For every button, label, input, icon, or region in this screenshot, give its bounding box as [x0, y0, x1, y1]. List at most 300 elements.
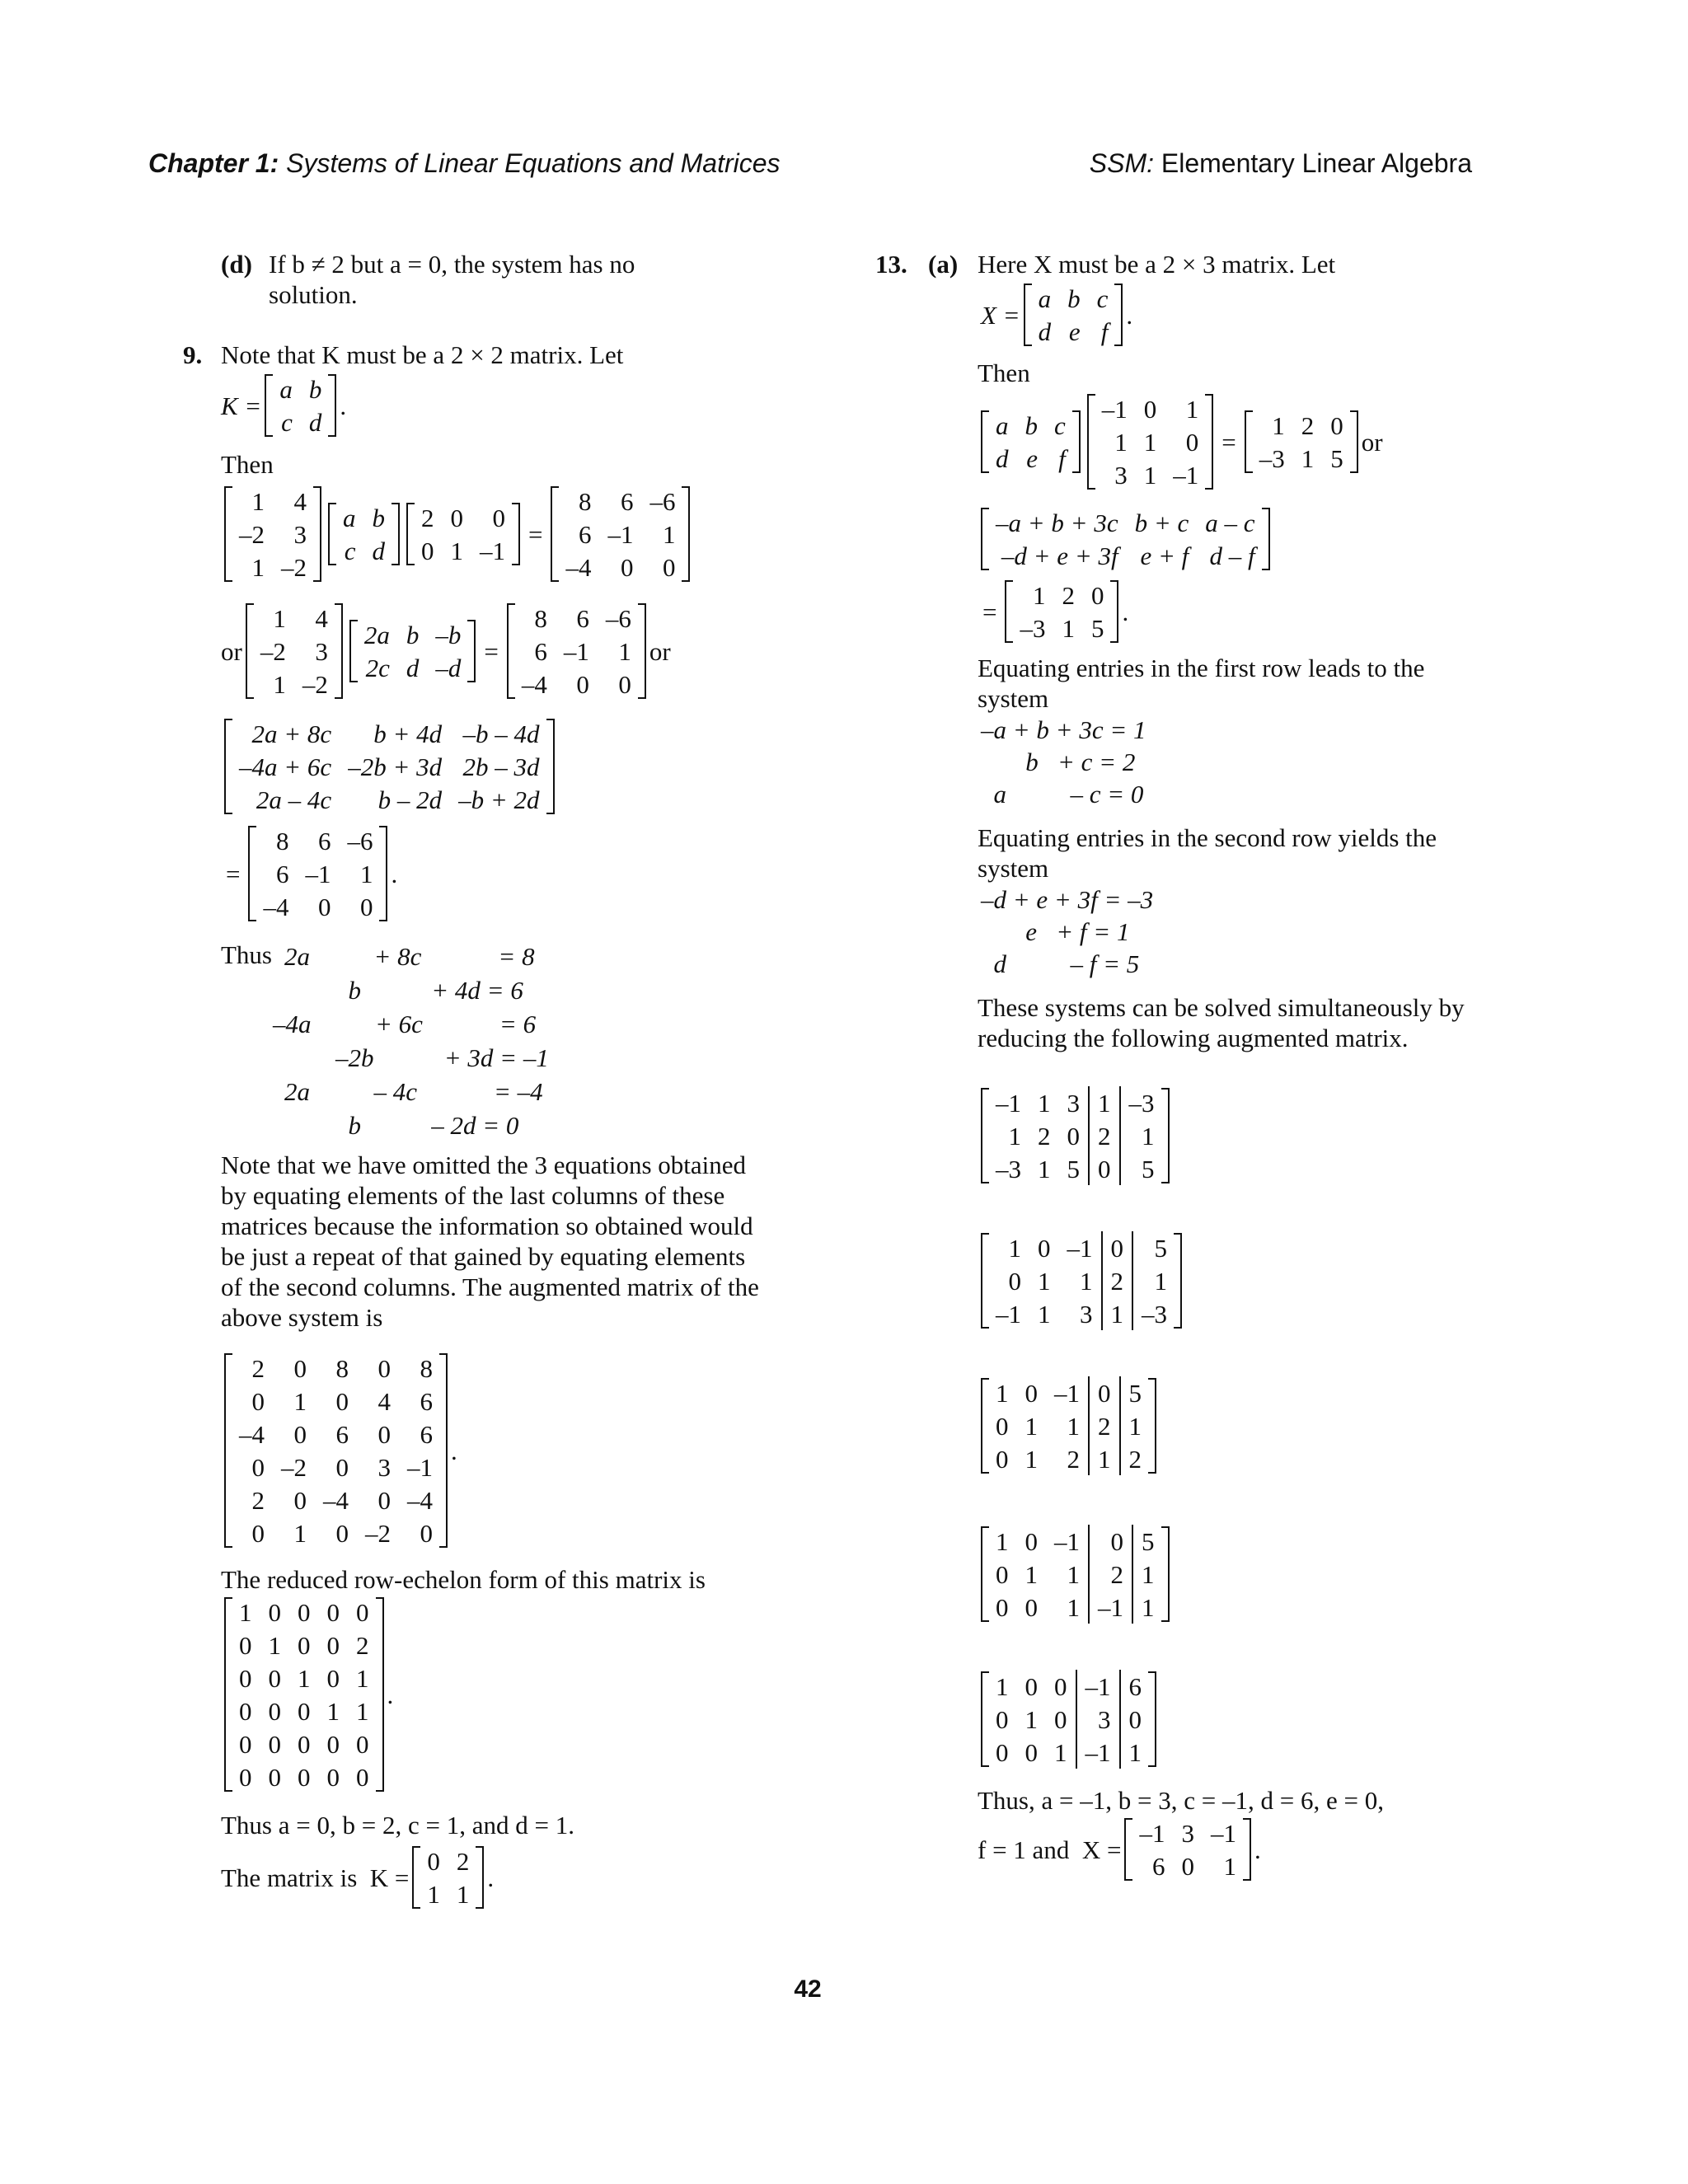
matrix-cell: 5 [1067, 1154, 1080, 1183]
matrix-cell: 6 [534, 636, 547, 666]
matrix-rhs-1 [551, 485, 690, 583]
augmented-matrix-9: 2 0 8 0 8 0 1 0 4 6 –4 0 6 0 6 0 –2 0 3 –1 2 0 –4 0 –4 0 1 0 –2 0 . [221, 1352, 457, 1549]
matrix-cell: d [406, 653, 420, 682]
augmented-cell: 0 [1102, 1231, 1133, 1264]
matrix-cell: b [372, 503, 385, 532]
matrix-cell: –b [435, 620, 462, 649]
matrix-cell: 6 [1151, 1851, 1165, 1881]
matrix-cell: 1 [293, 1386, 307, 1416]
matrix-cell: e [1026, 443, 1038, 473]
matrix-cell: a [343, 503, 356, 532]
augmented-cell: 0 [1089, 1376, 1120, 1409]
matrix-cell: 0 [251, 1518, 265, 1548]
matrix-cell: 1 [1025, 1559, 1038, 1589]
matrix-cell: –4 [407, 1485, 433, 1515]
matrix-cell: 0 [618, 669, 631, 699]
matrix-cell: 0 [450, 503, 463, 532]
matrix-cell: 1 [1038, 1299, 1051, 1329]
matrix-cell: 1 [273, 603, 286, 633]
matrix-cell: 2c [365, 653, 390, 682]
matrix-cell: –6 [605, 603, 631, 633]
matrix-cell: 1 [356, 1663, 369, 1693]
augmented-cell: 3 [1076, 1703, 1120, 1736]
augmented-cell: 1 [1120, 1119, 1163, 1152]
matrix-cell: 4 [315, 603, 328, 633]
problem-13-number: 13. [875, 250, 907, 279]
matrix-cell: 0 [239, 1663, 252, 1693]
matrix-cell: 0 [1025, 1671, 1038, 1701]
matrix-cell: 1 [1067, 1559, 1080, 1589]
matrix-cell: 1 [1223, 1851, 1236, 1881]
matrix-cell: 2 [356, 1630, 369, 1660]
part-a-label: (a) [928, 250, 959, 279]
final-X: f = 1 and X = –1 3 –1 6 0 1 . [978, 1816, 1261, 1882]
matrix-cell: 0 [1025, 1378, 1038, 1408]
matrix-cell: –1 [563, 636, 589, 666]
matrix-cell: 8 [335, 1353, 349, 1383]
matrix-cell: 5 [1330, 443, 1343, 473]
matrix-cell: 0 [1025, 1737, 1038, 1767]
thus-values-right: Thus, a = –1, b = 3, c = –1, d = 6, e = 0, [978, 1786, 1384, 1815]
matrix-cell: –1 [1139, 1818, 1165, 1848]
matrix-cell: 1 [239, 1597, 252, 1627]
matrix-cell: 1 [268, 1630, 281, 1660]
matrix-cell: 0 [268, 1696, 281, 1726]
matrix-cell: 0 [359, 892, 373, 921]
augmented-cell: 1 [1132, 1558, 1163, 1591]
matrix-cell: 0 [996, 1737, 1009, 1767]
matrix-cell: e + f [1140, 541, 1189, 570]
matrix-cell: 5 [1090, 613, 1104, 643]
matrix-cell: –2 [281, 1452, 307, 1482]
matrix-cell: 0 [298, 1762, 311, 1792]
matrix-cell: d [372, 536, 385, 565]
matrix-cell: 0 [335, 1386, 349, 1416]
matrix-cell: –d [435, 653, 462, 682]
matrix-cell: 1 [1080, 1266, 1093, 1296]
matrix-cell: 1 [996, 1378, 1009, 1408]
matrix-cell: 1 [1067, 1592, 1080, 1622]
augmented-cell: 0 [1120, 1703, 1151, 1736]
matrix-cell: b [1025, 410, 1038, 440]
part-d-label: (d) [221, 250, 252, 279]
augmented-cell: 2 [1120, 1442, 1151, 1475]
matrix-cell: –b – 4d [462, 719, 540, 748]
matrix-cell: 0 [298, 1696, 311, 1726]
matrix-cell: 0 [377, 1353, 391, 1383]
matrix-cell: 1 [356, 1696, 369, 1726]
product-equals-B: = 1 2 0 –3 1 5 . [978, 579, 1128, 644]
K-eq: K = [221, 391, 262, 420]
matrix-cell: 1 [618, 636, 631, 666]
matrix-cell: 1 [996, 1671, 1009, 1701]
matrix-cell: 2 [1067, 1444, 1080, 1474]
matrix-cell: 1 [1143, 460, 1157, 490]
matrix-cell: –1 [480, 536, 505, 565]
matrix-cell: 0 [356, 1762, 369, 1792]
augmented-cell: 2 [1089, 1409, 1120, 1442]
matrix-cell: 0 [239, 1762, 252, 1792]
matrix-cell: c [1096, 284, 1109, 313]
matrix-cell: c [344, 536, 356, 565]
augmented-cell: 5 [1120, 1376, 1151, 1409]
matrix-cell: b – 2d [377, 785, 443, 814]
matrix-cell: 1 [1038, 1154, 1051, 1183]
matrix-cell: –1 [1210, 1818, 1236, 1848]
matrix-cell: 1 [996, 1526, 1009, 1556]
thus-label: Thus [221, 940, 272, 969]
matrix-cell: 0 [1025, 1526, 1038, 1556]
matrix-is-label: The matrix is K = [221, 1863, 410, 1892]
augmented-cell: 2 [1089, 1558, 1132, 1591]
matrix-cell: 2a – 4c [256, 785, 332, 814]
matrix-cell: 0 [421, 536, 434, 565]
matrix-cell: 0 [996, 1559, 1009, 1589]
matrix-cell: 0 [298, 1630, 311, 1660]
matrix-cell: –3 [1020, 613, 1046, 643]
matrix-cell: 6 [578, 519, 592, 549]
matrix-cell: 0 [293, 1353, 307, 1383]
matrix-cell: –2 [302, 669, 328, 699]
first-row-text: Equating entries in the first row leads to the system [978, 654, 1425, 713]
augmented-cell: 1 [1089, 1086, 1120, 1119]
matrix-m4 [349, 618, 476, 684]
matrix-cell: 0 [326, 1597, 340, 1627]
matrix-cell: 1 [1038, 1088, 1051, 1118]
augmented-cell: –1 [1076, 1670, 1120, 1703]
matrix-cell: –d + e + 3f [1001, 541, 1118, 570]
matrix-cell: 6 [576, 603, 589, 633]
book-title: Elementary Linear Algebra [1160, 148, 1472, 178]
matrix-cell: 1 [427, 1879, 440, 1909]
matrix-cell: 1 [251, 486, 265, 516]
linear-system-9: 2a + 8c = 8 b + 4d = 6 –4a + 6c = 6 –2b + 3d = –1 2a – 4c = –4 b – 2d = 0 [273, 942, 549, 1140]
matrix-cell: 8 [275, 826, 289, 855]
matrix-cell: 1 [1038, 1266, 1051, 1296]
matrix-cell: –1 [407, 1452, 433, 1482]
augmented-step-5 [978, 1670, 1160, 1769]
matrix-cell: b [308, 374, 322, 404]
matrix-cell: 0 [317, 892, 331, 921]
matrix-cell: 2 [251, 1353, 265, 1383]
matrix-cell: b [406, 620, 420, 649]
matrix-cell: 1 [359, 859, 373, 888]
matrix-cell: 0 [326, 1663, 340, 1693]
matrix-cell: 1 [1008, 1233, 1021, 1263]
part-d-text: If b ≠ 2 but a = 0, the system has no solution. [269, 250, 635, 309]
or-label-2: or [649, 636, 671, 666]
matrix-cell: 1 [326, 1696, 340, 1726]
matrix-cell: 1 [1025, 1704, 1038, 1734]
augmented-cell: 6 [1120, 1670, 1151, 1703]
matrix-cell: 0 [1090, 580, 1104, 610]
augmented-cell: 1 [1132, 1591, 1163, 1624]
matrix-cell: 0 [239, 1630, 252, 1660]
matrix-rhs-2 [507, 602, 646, 701]
matrix-cell: 0 [268, 1762, 281, 1792]
matrix-cell: –2 [365, 1518, 391, 1548]
matrix-cell: 0 [293, 1485, 307, 1515]
matrix-cell: 0 [1038, 1233, 1051, 1263]
matrix-cell: –1 [996, 1088, 1021, 1118]
matrix-cell: 6 [420, 1386, 433, 1416]
matrix-cell: 0 [1054, 1704, 1067, 1734]
matrix-cell: 3 [377, 1452, 391, 1482]
matrix-cell: f [1100, 316, 1109, 346]
or-label: or [221, 636, 242, 666]
matrix-cell: 0 [377, 1419, 391, 1449]
augmented-cell: 5 [1132, 1231, 1175, 1264]
matrix-cell: 0 [356, 1597, 369, 1627]
matrix-cell: 0 [377, 1485, 391, 1515]
K-final-matrix [412, 1844, 484, 1910]
augmented-step-1 [978, 1086, 1173, 1185]
problem-9-number: 9. [183, 340, 203, 369]
rref-matrix: 1 0 0 0 0 0 1 0 0 2 0 0 1 0 1 0 0 0 1 1 0 0 0 0 0 0 0 0 0 0 . [221, 1596, 393, 1793]
matrix-cell: 0 [1008, 1266, 1021, 1296]
augmented-cell: 2 [1102, 1264, 1133, 1297]
matrix-cell: 0 [620, 552, 634, 582]
note-paragraph: Note that we have omitted the 3 equations obtained by equating elements of the last columns of these matrices because the information so obtained would be just a repeat of that gained by equating elements of the second columns. The augmented matrix of the above system is [221, 1151, 759, 1332]
matrix-cell: 0 [268, 1729, 281, 1759]
matrix-cell: –4 [239, 1419, 265, 1449]
matrix-cell: 0 [996, 1444, 1009, 1474]
matrix-cell: –1 [1067, 1233, 1093, 1263]
matrix-cell: –4 [263, 892, 289, 921]
matrix-cell: 0 [298, 1597, 311, 1627]
matrix-cell: 1 [1062, 613, 1075, 643]
matrix-cell: 1 [1025, 1444, 1038, 1474]
matrix-cell: 1 [1143, 427, 1157, 457]
matrix-cell: 0 [268, 1663, 281, 1693]
matrix-cell: –2 [260, 636, 286, 666]
matrix-cell: –6 [649, 486, 676, 516]
matrix-cell: 4 [293, 486, 307, 516]
augmented-cell: 5 [1120, 1152, 1163, 1185]
augmented-cell: –3 [1132, 1297, 1175, 1330]
then-label: Then [221, 450, 274, 479]
matrix-cell: 3 [1080, 1299, 1093, 1329]
matrix-cell: 2 [1038, 1121, 1051, 1151]
matrix-cell: b [1067, 284, 1081, 313]
book-label: SSM: [1089, 148, 1154, 178]
matrix-cell: 2 [456, 1846, 470, 1876]
matrix-cell: 0 [996, 1592, 1009, 1622]
matrix-cell: 3 [1114, 460, 1128, 490]
matrix-cell: b + 4d [373, 719, 443, 748]
matrix-cell: –3 [1259, 443, 1285, 473]
augmented-step-3 [978, 1376, 1160, 1475]
matrix-cell: 1 [298, 1663, 311, 1693]
matrix-cell: d [1038, 316, 1052, 346]
matrix-cell: 1 [456, 1879, 470, 1909]
matrix-cell: –1 [1101, 394, 1128, 424]
K-matrix [265, 373, 336, 438]
matrix-cell: –1 [996, 1299, 1021, 1329]
then-label-right: Then [978, 359, 1030, 387]
matrix-cell: 8 [578, 486, 592, 516]
matrix-cell: 0 [326, 1729, 340, 1759]
matrix-cell: 1 [1067, 1411, 1080, 1441]
matrix-cell: 2b – 3d [462, 752, 540, 781]
matrix-cell: 1 [1114, 427, 1128, 457]
matrix-cell: 0 [251, 1452, 265, 1482]
matrix-cell: 1 [1301, 443, 1315, 473]
augmented-cell: 0 [1089, 1525, 1132, 1558]
matrix-cell: 8 [534, 603, 547, 633]
matrix-cell: –1 [1054, 1526, 1080, 1556]
matrix-cell: 0 [335, 1452, 349, 1482]
matrix-cell: c [1054, 410, 1066, 440]
solve-text: These systems can be solved simultaneously by reducing the following augmented matrix. [978, 993, 1465, 1052]
matrix-cell: –2 [281, 552, 307, 582]
matrix-cell: –3 [996, 1154, 1021, 1183]
augmented-cell: 1 [1120, 1736, 1151, 1769]
matrix-cell: 0 [326, 1630, 340, 1660]
product-equals-rhs: = 8 6 –6 6 –1 1 –4 0 0 . [221, 824, 397, 923]
matrix-cell: 0 [996, 1411, 1009, 1441]
matrix-cell: 2a + 8c [251, 719, 332, 748]
matrix-cell: 3 [293, 519, 307, 549]
matrix-cell: a – c [1205, 508, 1255, 537]
matrix-cell: 6 [620, 486, 634, 516]
matrix-cell: –1 [1173, 460, 1199, 490]
matrix-cell: 6 [275, 859, 289, 888]
matrix-cell: 0 [1330, 410, 1343, 440]
matrix-cell: –1 [607, 519, 634, 549]
matrix-cell: 6 [335, 1419, 349, 1449]
matrix-cell: a [1038, 284, 1052, 313]
matrix-cell: 6 [420, 1419, 433, 1449]
matrix-cell: c [281, 407, 293, 437]
matrix-cell: 1 [662, 519, 676, 549]
product-matrix-13 [978, 506, 1273, 572]
product-equation-1: 1 4 –2 3 1 –2 a b c d 2 0 0 0 1 –1 = 8 6 –6 6 –1 1 –4 0 0 [221, 485, 693, 583]
matrix-cell: 2a [363, 620, 390, 649]
matrix-cell: 1 [1185, 394, 1199, 424]
matrix-cell: e [1068, 316, 1081, 346]
matrix-m1b [246, 602, 343, 701]
K-definition: K = a b c d . [221, 373, 346, 438]
matrix-cell: –2b + 3d [348, 752, 443, 781]
matrix-cell: –b + 2d [458, 785, 540, 814]
matrix-cell: 1 [1025, 1411, 1038, 1441]
matrix-cell: –1 [305, 859, 331, 888]
augmented-step-4 [978, 1525, 1173, 1624]
chapter-label: Chapter 1: [148, 148, 279, 178]
matrix-cell: 0 [1143, 394, 1157, 424]
matrix-m1 [224, 485, 321, 583]
matrix-cell: 1 [251, 552, 265, 582]
matrix-cell: 3 [1067, 1088, 1080, 1118]
matrix-cell: 0 [239, 1729, 252, 1759]
matrix-cell: –4a + 6c [239, 752, 332, 781]
augmented-step-2 [978, 1231, 1185, 1330]
matrix-cell: 1 [1008, 1121, 1021, 1151]
matrix-cell: 3 [1181, 1818, 1194, 1848]
rref-intro: The reduced row-echelon form of this matrix is [221, 1565, 706, 1594]
matrix-cell: –1 [1054, 1378, 1080, 1408]
product-equation-2: or 1 4 –2 3 1 –2 2a b –b 2c d –d = 8 6 –6 6 –1 1 –4 0 0 or [221, 602, 671, 701]
matrix-cell: 0 [996, 1704, 1009, 1734]
product-equation-13: a b c d e f –1 0 1 1 1 0 3 1 –1 = 1 2 0 –3 1 5 or [978, 392, 1383, 491]
matrix-cell: 0 [427, 1846, 440, 1876]
running-header-right [1090, 147, 1472, 180]
matrix-cell: 0 [326, 1762, 340, 1792]
matrix-cell: d [996, 443, 1009, 473]
matrix-cell: 2 [251, 1485, 265, 1515]
matrix-cell: –2 [239, 519, 265, 549]
thus-values: Thus a = 0, b = 2, c = 1, and d = 1. [221, 1811, 574, 1840]
matrix-cell: 8 [420, 1353, 433, 1383]
matrix-cell: 2 [1301, 410, 1315, 440]
system-first-row: –a + b + 3c = 1 b + c = 2 a – c = 0 [981, 715, 1146, 808]
matrix-cell: 0 [662, 552, 676, 582]
matrix-cell: 0 [298, 1729, 311, 1759]
matrix-cell: –4 [565, 552, 592, 582]
matrix-cell: b + c [1134, 508, 1189, 537]
augmented-cell: –1 [1076, 1736, 1120, 1769]
system-second-row: –d + e + 3f = –3 e + f = 1 d – f = 5 [981, 885, 1154, 978]
matrix-cell: 1 [450, 536, 463, 565]
matrix-cell: 1 [1054, 1737, 1067, 1767]
matrix-cell: 1 [273, 669, 286, 699]
running-header-left [148, 147, 781, 180]
page-number: 42 [794, 1975, 822, 2003]
matrix-cell: 0 [492, 503, 505, 532]
matrix-cell: 3 [315, 636, 328, 666]
problem-9-intro: Note that K must be a 2 × 2 matrix. Let [221, 340, 624, 369]
matrix-cell: 0 [1067, 1121, 1080, 1151]
matrix-cell: a [996, 410, 1009, 440]
matrix-cell: 2 [421, 503, 434, 532]
matrix-cell: 0 [356, 1729, 369, 1759]
matrix-cell: 1 [1032, 580, 1046, 610]
augmented-cell: 1 [1102, 1297, 1133, 1330]
matrix-cell: a [279, 374, 293, 404]
augmented-cell: 1 [1120, 1409, 1151, 1442]
matrix-cell: 1 [293, 1518, 307, 1548]
matrix-cell: 6 [317, 826, 331, 855]
matrix-cell: 0 [576, 669, 589, 699]
augmented-cell: 5 [1132, 1525, 1163, 1558]
augmented-cell: 0 [1089, 1152, 1120, 1185]
product-matrix [221, 717, 558, 816]
matrix-cell: –6 [347, 826, 373, 855]
matrix-cell: d [308, 407, 322, 437]
matrix-cell: 4 [377, 1386, 391, 1416]
matrix-cell: –4 [521, 669, 547, 699]
final-K: The matrix is K = 0 2 1 1 . [221, 1844, 494, 1910]
matrix-cell: 1 [1272, 410, 1285, 440]
augmented-cell: –3 [1120, 1086, 1163, 1119]
second-row-text: Equating entries in the second row yields the system [978, 823, 1437, 883]
problem-13-intro: Here X must be a 2 × 3 matrix. Let [978, 250, 1336, 279]
matrix-cell: 0 [1181, 1851, 1194, 1881]
matrix-cell: 0 [1025, 1592, 1038, 1622]
matrix-cell: 0 [268, 1597, 281, 1627]
matrix-cell: –4 [323, 1485, 349, 1515]
matrix-cell: 0 [293, 1419, 307, 1449]
X-definition: X = a b c d e f . [981, 282, 1132, 348]
matrix-cell: d – f [1209, 541, 1255, 570]
augmented-cell: 1 [1132, 1264, 1175, 1297]
matrix-cell: 2 [1062, 580, 1075, 610]
matrix-cell: 0 [420, 1518, 433, 1548]
augmented-cell: 1 [1089, 1442, 1120, 1475]
matrix-cell: 0 [239, 1696, 252, 1726]
matrix-cell: 0 [335, 1518, 349, 1548]
